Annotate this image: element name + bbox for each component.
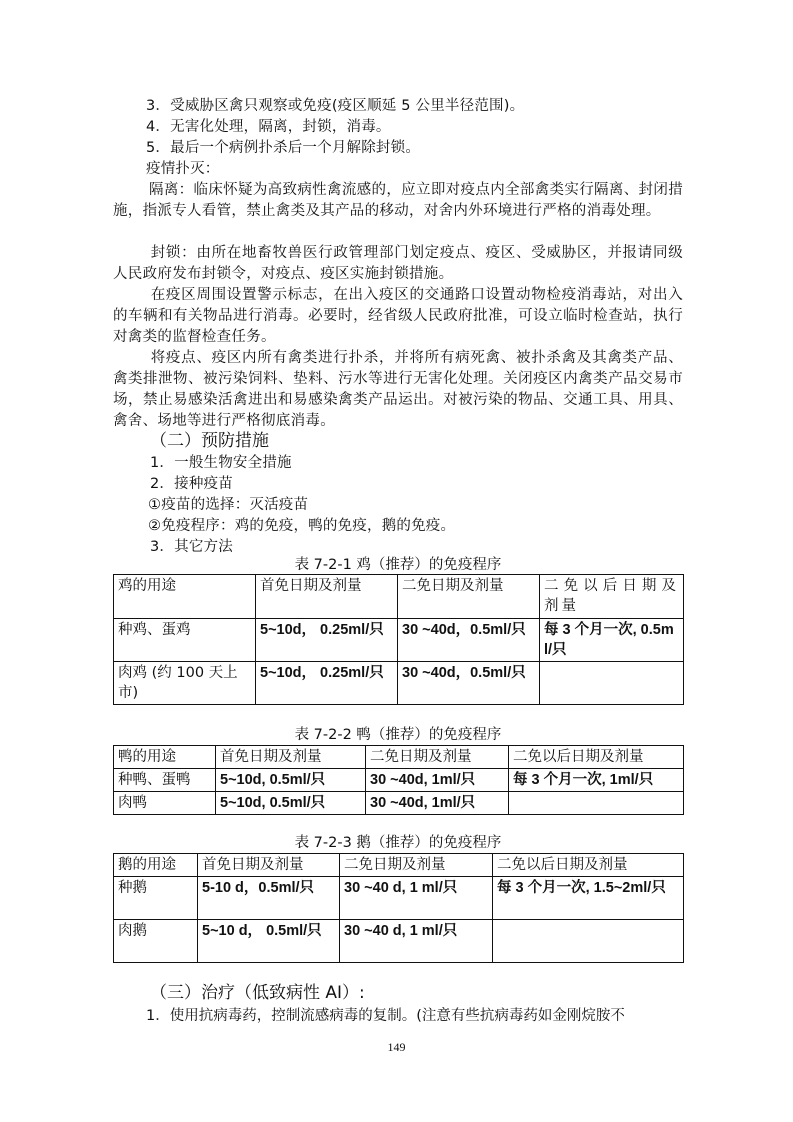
table-header-row (114, 854, 684, 877)
table-cell: 种鸭、蛋鸭 (114, 769, 216, 792)
treatment-line: 1．使用抗病毒药，控制流感病毒的复制。(注意有些抗病毒药如金刚烷胺不 (146, 1008, 625, 1024)
control-step: 5．最后一个病例扑杀后一个月解除封锁。 (146, 140, 421, 156)
prevention-item: 3．其它方法 (150, 539, 233, 555)
table-row (114, 619, 684, 662)
table-caption-goose: 表 7-2-3 鹅（推荐）的免疫程序 (294, 835, 502, 851)
header-cell: 二免以后日期及剂量 (493, 854, 684, 877)
table-cell: 种鸡、蛋鸡 (114, 619, 256, 662)
page-number: 149 (387, 1040, 406, 1054)
table-row (114, 769, 684, 792)
prevention-item: ②免疫程序：鸡的免疫，鸭的免疫，鹅的免疫。 (148, 518, 456, 534)
goose-immunization-table (113, 853, 684, 963)
table-cell: 30 ~40 d, 1 ml/只 (340, 877, 493, 920)
table-cell: 5-10 d，0.5ml/只 (198, 877, 340, 920)
header-cell: 二免日期及剂量 (340, 854, 493, 877)
header-cell: 鹅的用途 (114, 854, 198, 877)
table-header-row (114, 746, 684, 769)
table-cell: 种鹅 (114, 877, 198, 920)
table-cell: 30 ~40d, 1ml/只 (366, 792, 509, 815)
table-row (114, 662, 684, 705)
table-cell: 5~10d, 0.5ml/只 (216, 792, 366, 815)
table-cell: 30 ~40d，0.5ml/只 (398, 662, 540, 705)
table-cell: 30 ~40 d, 1 ml/只 (340, 920, 493, 963)
header-cell: 二免日期及剂量 (398, 575, 540, 619)
header-cell: 二免日期及剂量 (366, 746, 509, 769)
table-row (114, 877, 684, 920)
treatment-heading: （三）治疗（低致病性 AI）: (150, 983, 365, 1003)
chicken-immunization-table (113, 574, 684, 705)
control-step: 4．无害化处理，隔离，封锁，消毒。 (146, 119, 391, 135)
header-cell: 鸡的用途 (114, 575, 256, 619)
table-cell: 肉鸭 (114, 792, 216, 815)
header-cell: 二免以后日期及剂量 (509, 746, 684, 769)
header-cell: 鸭的用途 (114, 746, 216, 769)
table-cell: 5~10 d， 0.5ml/只 (198, 920, 340, 963)
duck-immunization-table (113, 745, 684, 815)
table-cell: 5~10d， 0.25ml/只 (256, 619, 398, 662)
table-cell: 每 3 个月一次, 1.5~2ml/只 (493, 877, 684, 920)
table-cell: 每 3 个月一次, 0.5ml/只 (540, 619, 684, 662)
table-cell (509, 792, 684, 815)
table-cell: 5~10d, 0.5ml/只 (216, 769, 366, 792)
isolation-paragraph: 隔离：临床怀疑为高致病性禽流感的，应立即对疫点内全部禽类实行隔离、封闭措施，指派专人看管，禁止禽类及其产品的移动，对舍内外环境进行严格的消毒处理。 (113, 182, 683, 219)
header-cell: 二免以后日期及剂量 (540, 575, 684, 619)
table-row (114, 792, 684, 815)
table-caption-chicken: 表 7-2-1 鸡（推荐）的免疫程序 (294, 557, 502, 573)
table-cell: 30 ~40d, 1ml/只 (366, 769, 509, 792)
table-cell: 肉鸡 (约 100 天上市) (114, 662, 256, 705)
table-cell (493, 920, 684, 963)
table-cell: 肉鹅 (114, 920, 198, 963)
prevention-item: ①疫苗的选择：灭活疫苗 (148, 497, 309, 513)
blockade-paragraph: 封锁：由所在地畜牧兽医行政管理部门划定疫点、疫区、受威胁区，并报请同级人民政府发布封锁令，对疫点、疫区实施封锁措施。 (113, 245, 683, 282)
header-cell: 首免日期及剂量 (256, 575, 398, 619)
table-cell: 每 3 个月一次, 1ml/只 (509, 769, 684, 792)
prevention-heading: （二）预防措施 (150, 431, 269, 451)
header-cell: 首免日期及剂量 (198, 854, 340, 877)
table-cell (540, 662, 684, 705)
table-cell: 5~10d， 0.25ml/只 (256, 662, 398, 705)
checkpoint-paragraph: 在疫区周围设置警示标志，在出入疫区的交通路口设置动物检疫消毒站，对出入的车辆和有关物品进行消毒。必要时，经省级人民政府批准，可设立临时检查站，执行对禽类的监督检查任务。 (113, 287, 683, 345)
table-row (114, 920, 684, 963)
table-caption-duck: 表 7-2-2 鸭（推荐）的免疫程序 (294, 727, 502, 743)
table-cell: 30 ~40d，0.5ml/只 (398, 619, 540, 662)
prevention-item: 1．一般生物安全措施 (150, 455, 292, 471)
culling-paragraph: 将疫点、疫区内所有禽类进行扑杀，并将所有病死禽、被扑杀禽及其禽类产品、禽类排泄物、被污染饲料、垫料、污水等进行无害化处理。关闭疫区内禽类产品交易市场，禁止易感染活禽进出和易感染禽类产品运出。对被污染的物品、交通工具、用具、禽舍、场地等进行严格彻底消毒。 (113, 350, 683, 429)
table-header-row (114, 575, 684, 619)
header-cell: 首免日期及剂量 (216, 746, 366, 769)
eradication-heading: 疫情扑灭： (146, 161, 220, 177)
prevention-item: 2．接种疫苗 (150, 476, 233, 492)
control-step: 3．受威胁区禽只观察或免疫(疫区顺延 5 公里半径范围)。 (146, 98, 525, 114)
